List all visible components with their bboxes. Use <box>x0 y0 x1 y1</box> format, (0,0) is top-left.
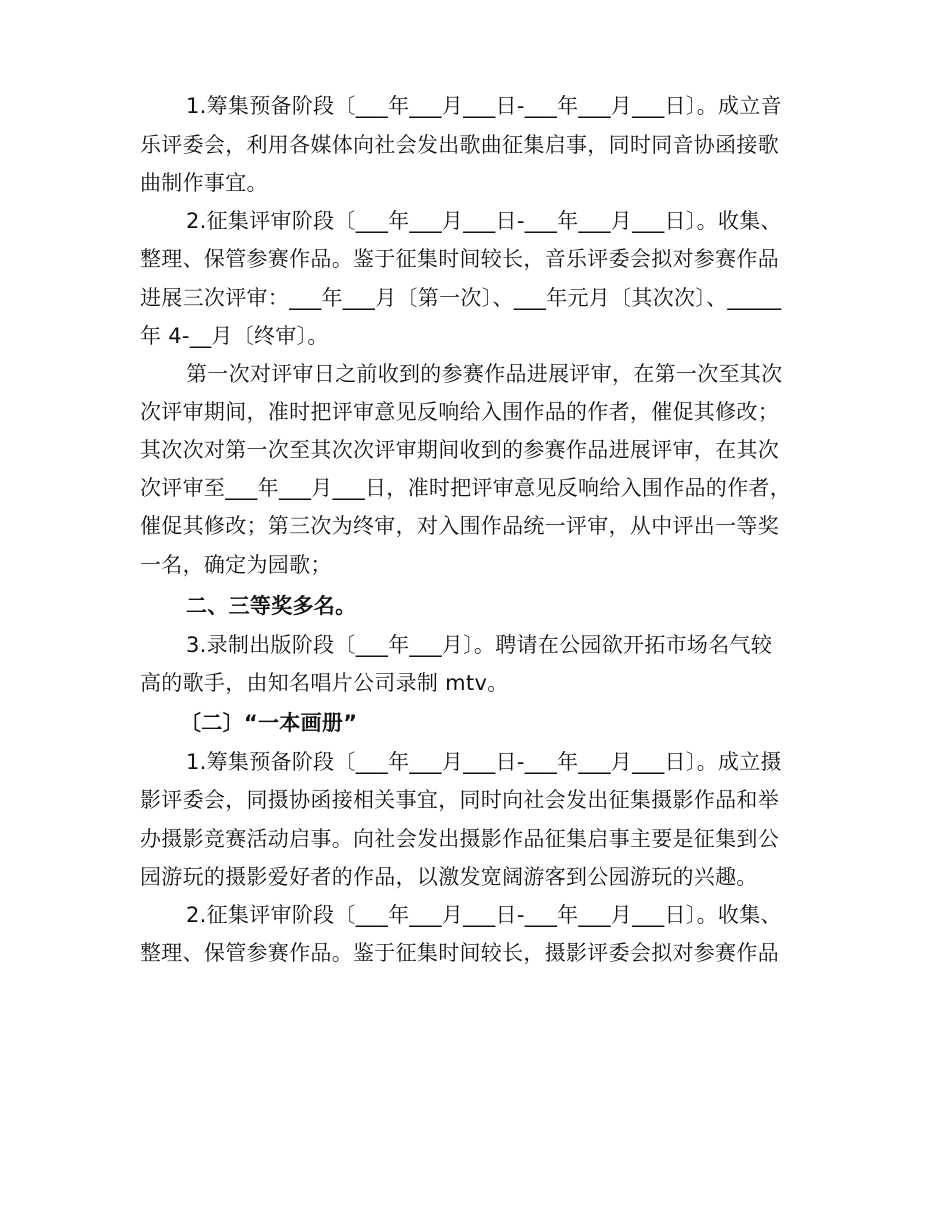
paragraph-3-line-6: 一名，确定为园歌； <box>140 553 332 577</box>
paragraph-2-line-3: 进展三次评审：___年___月〔第一次〕、___年元月〔其次次〕、_____ <box>140 286 782 310</box>
paragraph-6-line-1: 2.征集评审阶段〔___年___月___日-___年___月___日〕。收集、 <box>186 903 782 927</box>
paragraph-4-line-2: 高的歌手，由知名唱片公司录制 mtv。 <box>140 671 509 695</box>
paragraph-3-line-4: 次评审至___年___月___日，准时把评审意见反响给入围作品的作者， <box>140 476 791 500</box>
paragraph-1-line-3: 曲制作事宜。 <box>140 171 268 195</box>
paragraph-5-line-3: 办摄影竞赛活动启事。向社会发出摄影作品征集启事主要是征集到公 <box>140 827 779 851</box>
awards-heading: 二、三等奖多名。 <box>186 594 357 618</box>
paragraph-3-line-3: 其次次对第一次至其次次评审期间收到的参赛作品进展评审，在其次 <box>140 438 779 462</box>
paragraph-3-line-1: 第一次对评审日之前收到的参赛作品进展评审，在第一次至其次 <box>186 362 783 386</box>
paragraph-5-line-2: 影评委会，同摄协函接相关事宜，同时向社会发出征集摄影作品和举 <box>140 788 779 812</box>
paragraph-2-line-1: 2.征集评审阶段〔___年___月___日-___年___月___日〕。收集、 <box>186 209 782 233</box>
paragraph-2-line-2: 整理、保管参赛作品。鉴于征集时间较长，音乐评委会拟对参赛作品 <box>140 247 779 271</box>
paragraph-1-line-2: 乐评委会，利用各媒体向社会发出歌曲征集启事，同时同音协函接歌 <box>140 133 779 157</box>
paragraph-3-line-5: 催促其修改；第三次为终审，对入围作品统一评审，从中评出一等奖 <box>140 514 779 538</box>
paragraph-5-line-1: 1.筹集预备阶段〔___年___月___日-___年___月___日〕。成立摄 <box>186 750 782 774</box>
paragraph-4-line-1: 3.录制出版阶段〔___年___月〕。聘请在公园欲开拓市场名气较 <box>186 633 773 657</box>
paragraph-5-line-4: 园游玩的摄影爱好者的作品，以激发宽阔游客到公园游玩的兴趣。 <box>140 865 758 889</box>
section-heading-album: 〔二〕“一本画册” <box>180 711 358 735</box>
paragraph-2-line-4: 年 4-__月〔终审〕。 <box>140 324 329 348</box>
paragraph-1-line-1: 1.筹集预备阶段〔___年___月___日-___年___月___日〕。成立音 <box>186 94 782 118</box>
paragraph-3-line-2: 次评审期间，准时把评审意见反响给入围作品的作者，催促其修改； <box>140 400 779 424</box>
paragraph-6-line-2: 整理、保管参赛作品。鉴于征集时间较长，摄影评委会拟对参赛作品 <box>140 941 779 965</box>
